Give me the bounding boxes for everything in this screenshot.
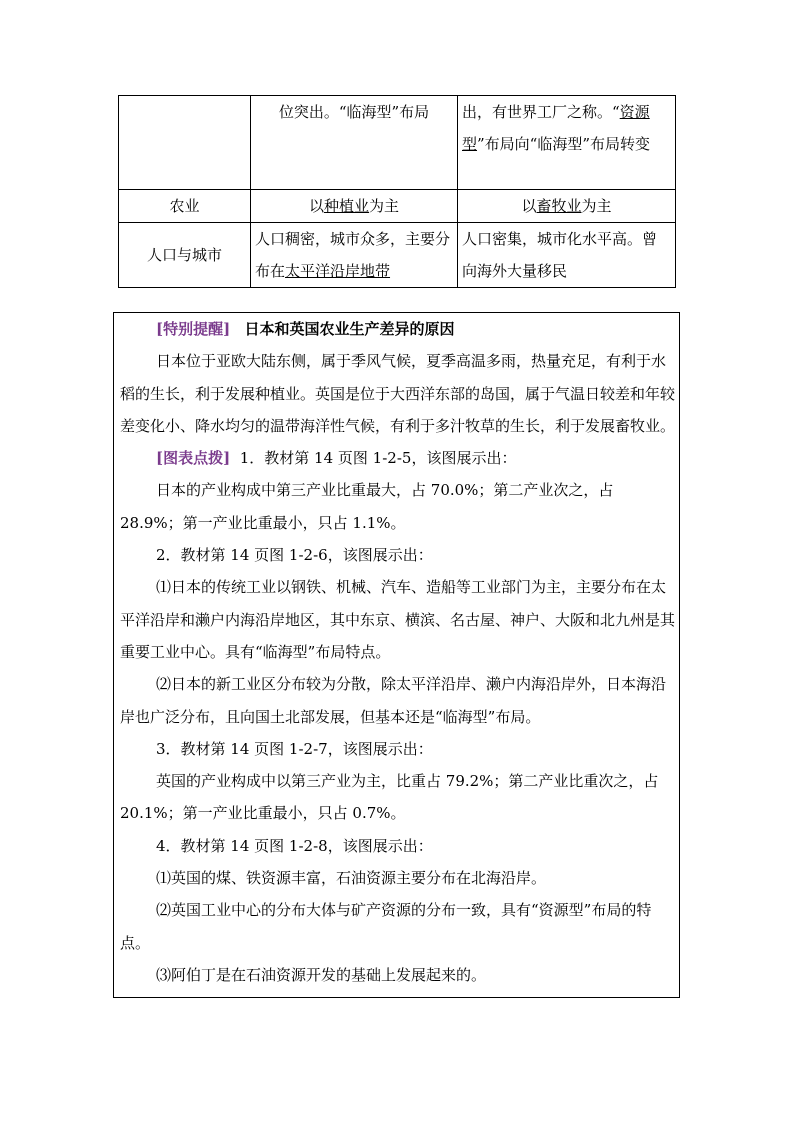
table-cell: 出，有世界工厂之称。“资源型”布局向“临海型”布局转变 bbox=[458, 96, 676, 190]
table-cell: 人口稠密，城市众多，主要分布在太平洋沿岸地带 bbox=[251, 223, 458, 288]
item4-title: 4．教材第 14 页图 1-2-8，该图展示出： bbox=[156, 836, 433, 855]
notes-box bbox=[113, 312, 680, 998]
tip-tag: [特别提醒] bbox=[156, 320, 231, 338]
item4-p3: ⑶阿伯丁是在石油资源开发的基础上发展起来的。 bbox=[156, 965, 487, 984]
item1-body: 日本的产业构成中第三产业比重最大，占 70.0%；第二产业次之，占 28.9%；第一产业比重最小，只占 1.1%。 bbox=[120, 481, 614, 532]
item2-title: 2．教材第 14 页图 1-2-6，该图展示出： bbox=[156, 546, 433, 565]
table-row bbox=[119, 96, 676, 190]
table-cell: 位突出。“临海型”布局 bbox=[251, 96, 458, 190]
table-cell bbox=[119, 96, 251, 190]
comparison-table bbox=[118, 95, 676, 288]
chart-heading: [图表点拨] 1．教材第 14 页图 1-2-5，该图展示出： bbox=[156, 449, 517, 468]
tip-body: 日本位于亚欧大陆东侧，属于季风气候，夏季高温多雨，热量充足，有利于水稻的生长，利于发展种植业。英国是位于大西洋东部的岛国，属于气温日较差和年较差变化小、降水均匀的温带海洋性气候，有利于多汁牧草的生长，利于发展畜牧业。 bbox=[120, 352, 676, 435]
tip-heading bbox=[120, 313, 675, 345]
row-label: 农业 bbox=[119, 190, 251, 223]
table-cell: 以种植业为主 bbox=[251, 190, 458, 223]
item2-p1: ⑴日本的传统工业以钢铁、机械、汽车、造船等工业部门为主，主要分布在太平洋沿岸和濑户内海沿岸地区，其中东京、横滨、名古屋、神户、大阪和北九州是其重要工业中心。具有“临海型”布局特点。 bbox=[120, 578, 676, 661]
table-row bbox=[119, 223, 676, 288]
row-label: 人口与城市 bbox=[119, 223, 251, 288]
item2-p2: ⑵日本的新工业区分布较为分散，除太平洋沿岸、濑户内海沿岸外，日本海沿岸也广泛分布，且向国土北部发展，但基本还是“临海型”布局。 bbox=[120, 675, 667, 726]
item3-body: 英国的产业构成中以第三产业为主，比重占 79.2%；第二产业比重次之，占 20.1%；第一产业比重最小，只占 0.7%。 bbox=[120, 772, 659, 823]
item4-p1: ⑴英国的煤、铁资源丰富，石油资源主要分布在北海沿岸。 bbox=[156, 869, 547, 888]
item3-title: 3．教材第 14 页图 1-2-7，该图展示出： bbox=[156, 739, 433, 758]
table-cell: 以畜牧业为主 bbox=[458, 190, 676, 223]
item4-p2: ⑵英国工业中心的分布大体与矿产资源的分布一致，具有“资源型”布局的特点。 bbox=[120, 901, 652, 952]
table-row bbox=[119, 190, 676, 223]
table-cell: 人口密集，城市化水平高。曾向海外大量移民 bbox=[458, 223, 676, 288]
chart-tag: [图表点拨] bbox=[156, 449, 231, 468]
tip-title: 日本和英国农业生产差异的原因 bbox=[244, 320, 455, 338]
